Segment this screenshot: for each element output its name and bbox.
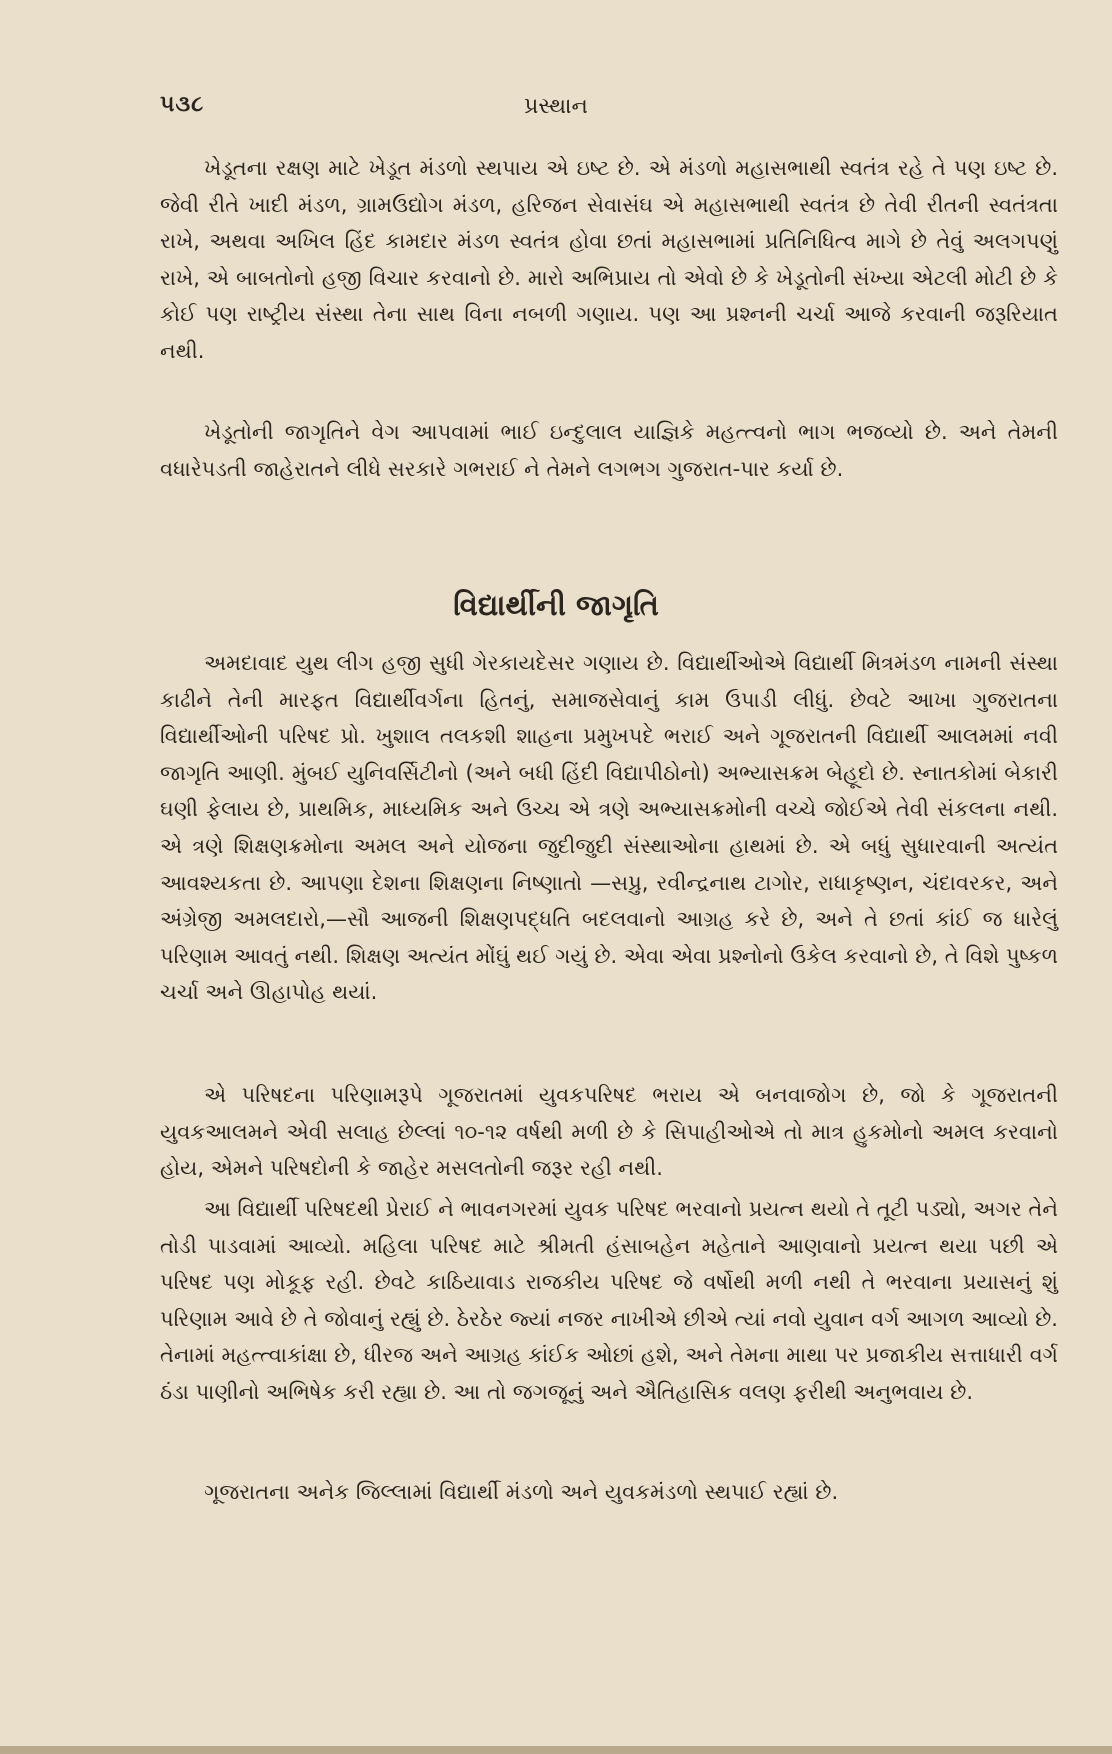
running-title: પ્રસ્થાન <box>524 94 588 119</box>
paragraph-district-mandals: ગૂજરાતના અનેક જિલ્લામાં વિદ્યાર્થી મંડળો અને યુવકમંડળો સ્થપાઈ રહ્યાં છે. <box>204 1480 839 1504</box>
paragraph-youth-conference: એ પરિષદના પરિણામરૂપે ગૂજરાતમાં યુવકપરિષદ ભરાય એ બનવાજોગ છે, જો કે ગૂજરાતની યુવકઆલમને એવી સલાહ છેલ્લાં ૧૦-૧૨ વર્ષથી મળી છે કે સિપાહીઓએ તો માત્ર હુકમોનો અમલ કરવાનો હોય, એમને પરિષદોની કે જાહેર મસલતોની જરૂર રહી નથી. <box>160 1083 1058 1181</box>
page-header <box>0 92 1112 136</box>
section-heading: વિદ્યાર્થીની જાગૃતિ <box>453 588 659 622</box>
page-number: ૫૩૮ <box>160 92 205 117</box>
paragraph-farmer-awakening: ખેડૂતોની જાગૃતિને વેગ આપવામાં ભાઈ ઇન્દુલાલ યાજ્ઞિકે મહત્ત્વનો ભાગ ભજવ્યો છે. અને તેમની વધારેપડતી જાહેરાતને લીધે સરકારે ગભરાઈ ને તેમને લગભગ ગુજરાત-પાર કર્યા છે. <box>160 420 1058 481</box>
page-edge <box>0 1746 1112 1754</box>
paragraph-farmer-unions: ખેડૂતના રક્ષણ માટે ખેડૂત મંડળો સ્થપાય એ ઇષ્ટ છે. એ મંડળો મહાસભાથી સ્વતંત્ર રહે તે પણ ઇષ્ટ છે. જેવી રીતે ખાદી મંડળ, ગ્રામઉદ્યોગ મંડળ, હરિજન સેવાસંઘ એ મહાસભાથી સ્વતંત્ર છે તેવી રીતની સ્વતંત્રતા રાખે, અથવા અખિલ હિંદ કામદાર મંડળ સ્વતંત્ર હોવા છતાં મહાસભામાં પ્રતિનિધિત્વ માગે છે તેવું અલગપણું રાખે, એ બાબતોનો હજી વિચાર કરવાનો છે. મારો અભિપ્રાય તો એવો છે કે ખેડૂતોની સંખ્યા એટલી મોટી છે કે કોઈ પણ રાષ્ટ્રીય સંસ્થા તેના સાથ વિના નબળી ગણાય. પણ આ પ્રશ્નની ચર્ચા આજે કરવાની જરૂરિયાત નથી. <box>160 156 1058 363</box>
paragraph-bhavnagar-conference: આ વિદ્યાર્થી પરિષદથી પ્રેરાઈ ને ભાવનગરમાં યુવક પરિષદ ભરવાનો પ્રયત્ન થયો તે તૂટી પડ્યો, અગર તેને તોડી પાડવામાં આવ્યો. મહિલા પરિષદ માટે શ્રીમતી હંસાબહેન મહેતાને આણવાનો પ્રયત્ન થયા પછી એ પરિષદ પણ મોકૂફ રહી. છેવટે કાઠિયાવાડ રાજકીય પરિષદ જે વર્ષોથી મળી નથી તે ભરવાના પ્રયાસનું શું પરિણામ આવે છે તે જોવાનું રહ્યું છે. ઠેરઠેર જ્યાં નજર નાખીએ છીએ ત્યાં નવો યુવાન વર્ગ આગળ આવ્યો છે. તેનામાં મહત્ત્વાકાંક્ષા છે, ધીરજ અને આગ્રહ કાંઈક ઓછાં હશે, અને તેમના માથા પર પ્રજાકીય સત્તાધારી વર્ગ ઠંડા પાણીનો અભિષેક કરી રહ્યા છે. આ તો જગજૂનું અને ઐતિહાસિક વલણ ફરીથી અનુભવાય છે. <box>160 1197 1058 1404</box>
paragraph-student-conference: અમદાવાદ યુથ લીગ હજી સુધી ગેરકાયદેસર ગણાય છે. વિદ્યાર્થીઓએ વિદ્યાર્થી મિત્રમંડળ નામની સંસ્થા કાઢીને તેની મારફત વિદ્યાર્થીવર્ગના હિતનું, સમાજસેવાનું કામ ઉપાડી લીધું. છેવટે આખા ગુજરાતના વિદ્યાર્થીઓની પરિષદ પ્રો. ખુશાલ તલકશી શાહના પ્રમુખપદે ભરાઈ અને ગૂજરાતની વિદ્યાર્થી આલમમાં નવી જાગૃતિ આણી. મુંબઈ યુનિવર્સિટીનો (અને બધી હિંદી વિદ્યાપીઠોનો) અભ્યાસક્રમ બેહૂદો છે. સ્નાતકોમાં બેકારી ઘણી ફેલાય છે, પ્રાથમિક, માધ્યમિક અને ઉચ્ચ એ ત્રણે અભ્યાસક્રમોની વચ્ચે જોઈએ તેવી સંકલના નથી. એ ત્રણે શિક્ષણક્રમોના અમલ અને યોજના જુદીજુદી સંસ્થાઓના હાથમાં છે. એ બધું સુધારવાની અત્યંત આવશ્યકતા છે. આપણા દેશના શિક્ષણના નિષ્ણાતો —સપ્રુ, રવીન્દ્રનાથ ટાગોર, રાધાકૃષ્ણન, ચંદાવરકર, અને અંગ્રેજી અમલદારો,—સૌ આજની શિક્ષણપદ્ધતિ બદલવાનો આગ્રહ કરે છે, અને તે છતાં કાંઈ જ ધારેલું પરિણામ આવતું નથી. શિક્ષણ અત્યંત મોંઘું થઈ ગયું છે. એવા એવા પ્રશ્નોનો ઉકેલ કરવાનો છે, તે વિશે પુષ્કળ ચર્ચા અને ઊહાપોહ થયાં. <box>160 651 1058 1005</box>
